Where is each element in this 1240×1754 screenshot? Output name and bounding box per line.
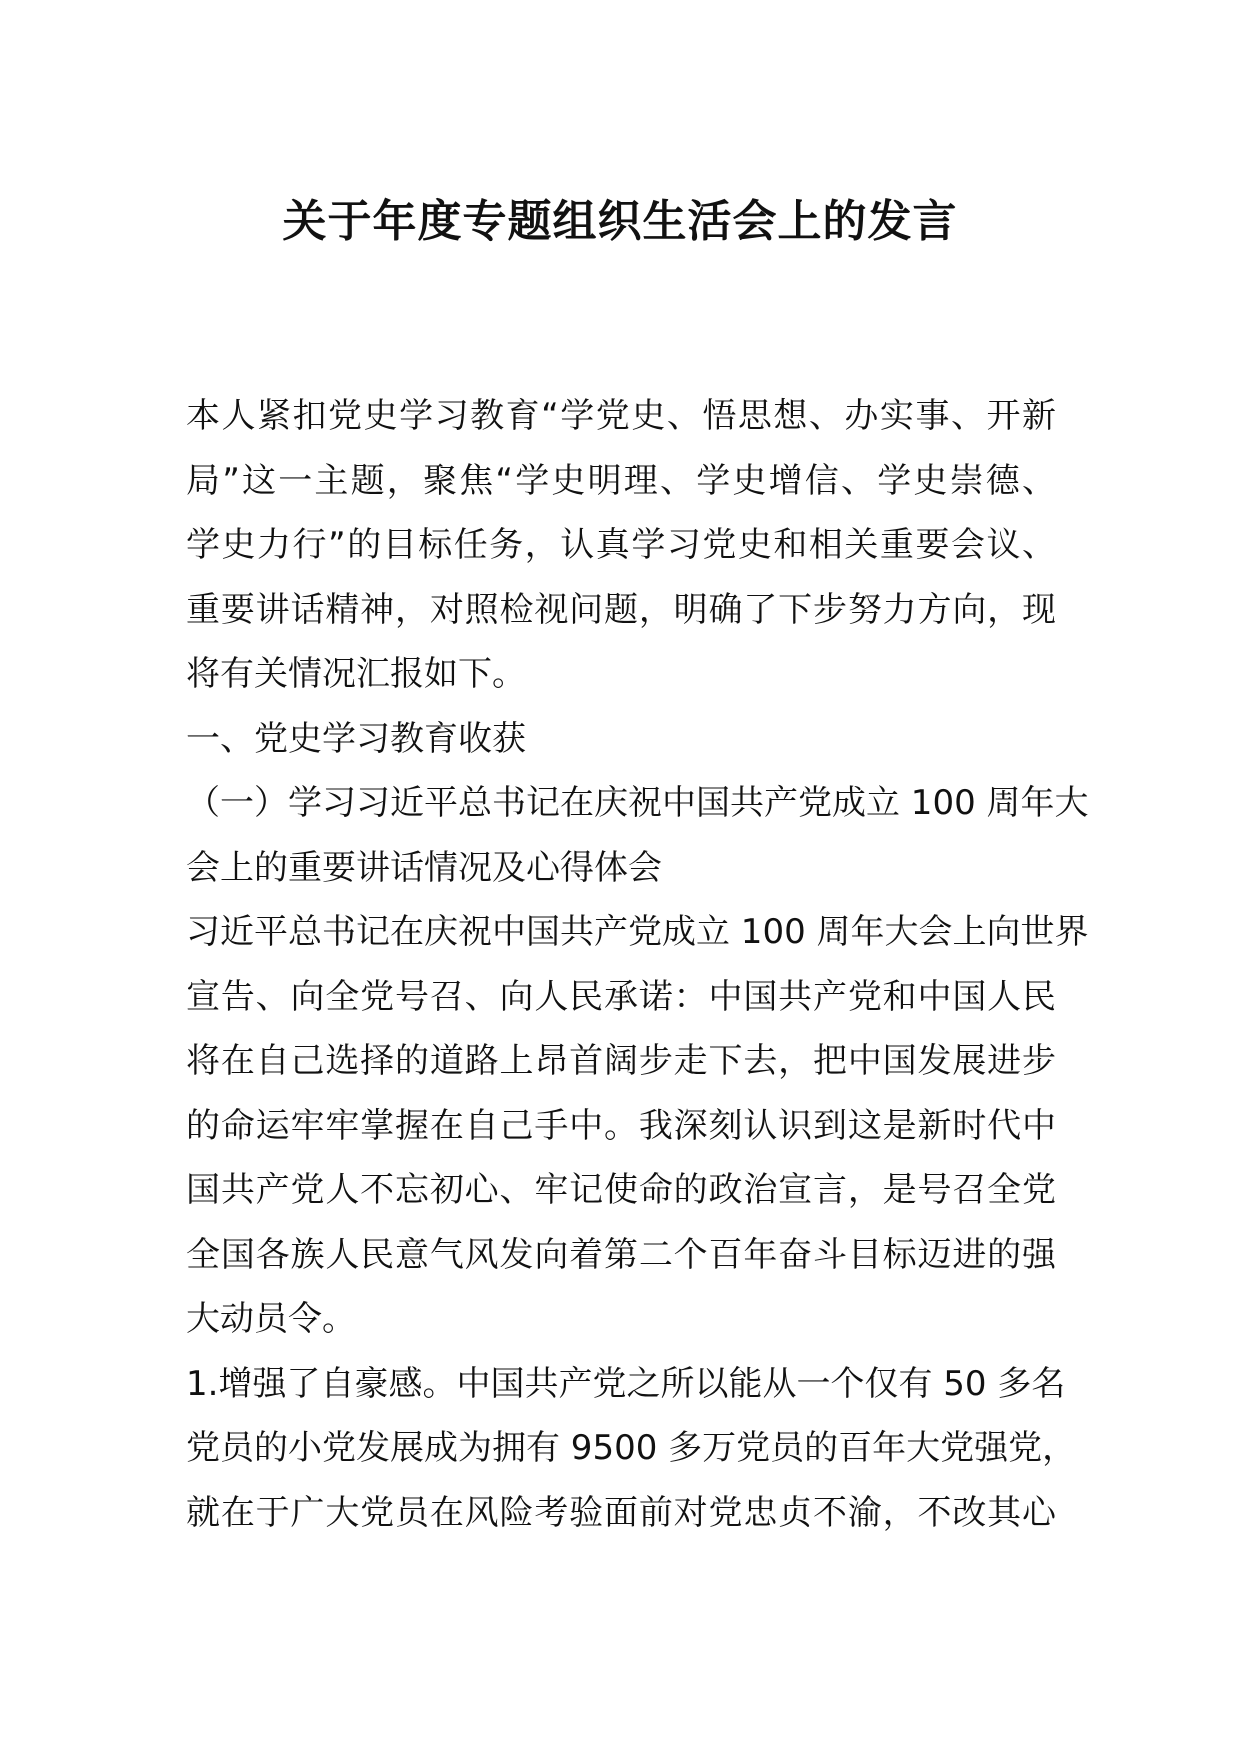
text-line: 重要讲话精神，对照检视问题，明确了下步努力方向，现: [186, 589, 1056, 630]
text-line: 将有关情况汇报如下。: [186, 654, 526, 694]
subsection-heading-cont: 会上的重要讲话情况及心得体会: [186, 847, 662, 888]
text-line: 宣告、向全党号召、向人民承诺：中国共产党和中国人民: [186, 976, 1056, 1017]
text-line: 1.增强了自豪感。中国共产党之所以能从一个仅有 50 多名: [186, 1363, 1066, 1404]
text-line: 本人紧扣党史学习教育“学党史、悟思想、办实事、开新: [186, 396, 1056, 436]
text-line: 大动员令。: [186, 1299, 356, 1339]
section-heading: 一、党史学习教育收获: [186, 718, 526, 759]
text-line: 将在自己选择的道路上昂首阔步走下去，把中国发展进步: [186, 1041, 1056, 1081]
text-line: 国共产党人不忘初心、牢记使命的政治宣言，是号召全党: [186, 1170, 1056, 1210]
text-line: 全国各族人民意气风发向着第二个百年奋斗目标迈进的强: [186, 1234, 1056, 1275]
text-line: 就在于广大党员在风险考验面前对党忠贞不渝，不改其心: [186, 1492, 1056, 1533]
text-line: 习近平总书记在庆祝中国共产党成立 100 周年大会上向世界: [186, 912, 1089, 952]
subsection-heading: （一）学习习近平总书记在庆祝中国共产党成立 100 周年大: [186, 783, 1089, 823]
text-line: 学史力行”的目标任务，认真学习党史和相关重要会议、: [186, 525, 1056, 565]
text-line: 局”这一主题，聚焦“学史明理、学史增信、学史崇德、: [186, 460, 1056, 501]
text-line: 党员的小党发展成为拥有 9500 多万党员的百年大党强党，: [186, 1428, 1077, 1468]
document-body: [186, 384, 1089, 1545]
text-line: 的命运牢牢掌握在自己手中。我深刻认识到这是新时代中: [186, 1105, 1056, 1146]
document-title: 关于年度专题组织生活会上的发言: [282, 196, 958, 247]
